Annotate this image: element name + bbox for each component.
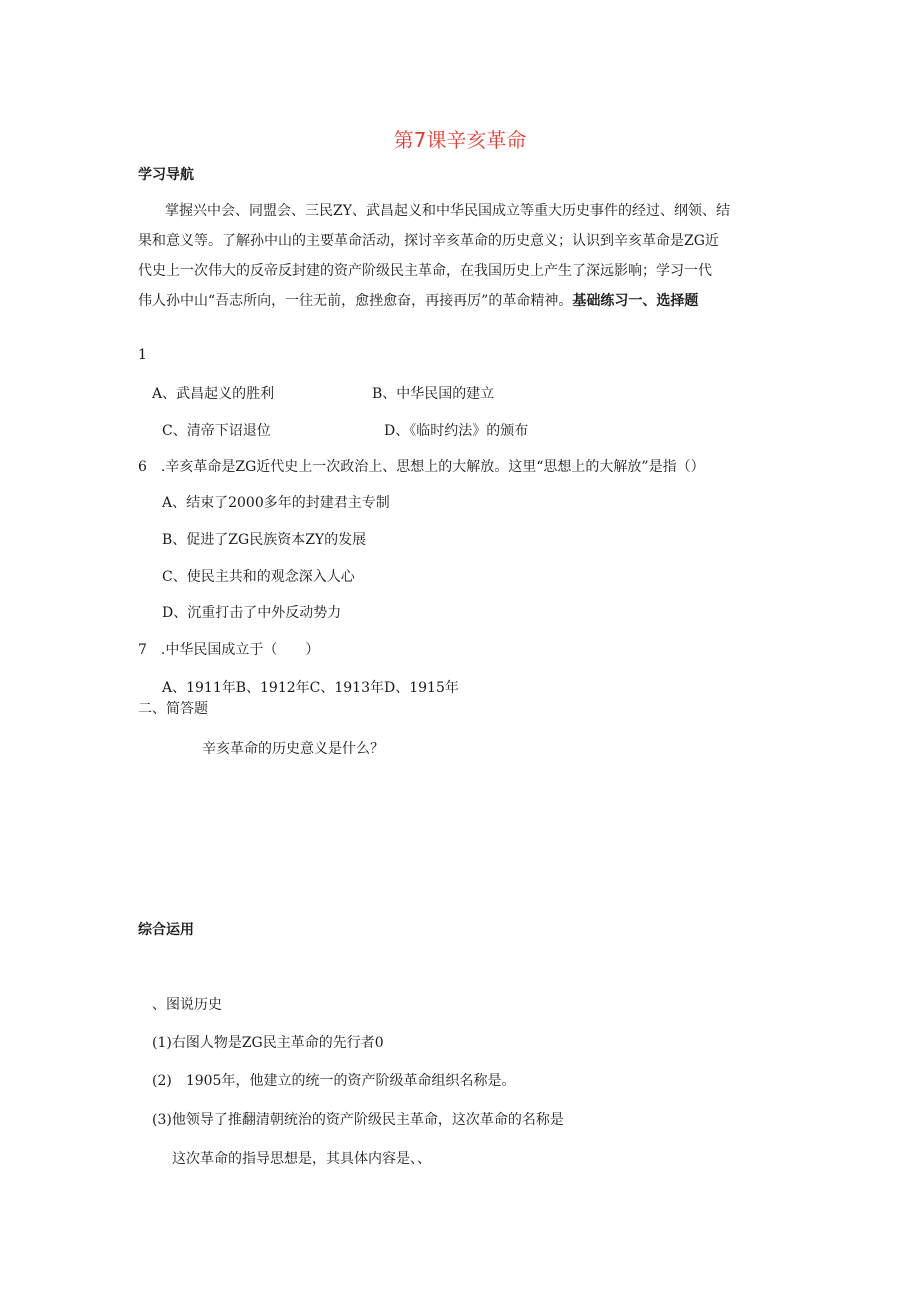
paragraph-line	[138, 196, 793, 226]
question-6-stem: 6 .辛亥革命是ZG近代史上一次政治上、思想上的大解放。这里“思想上的大解放”是指（）	[138, 459, 705, 475]
comprehensive-item-4: 这次革命的指导思想是，其具体内容是、、	[172, 1151, 431, 1167]
section-heading-study-guide: 学习导航	[138, 167, 194, 183]
question-7-stem: 7 .中华民国成立于（ ）	[138, 642, 320, 658]
paragraph-line-text: 代史上一次伟大的反帝反封建的资产阶级民主革命，在我国历史上产生了深远影响；学习一代	[138, 263, 712, 279]
question-1-number: 1	[138, 347, 147, 363]
q6-option-d: D、沉重打击了中外反动势力	[162, 605, 342, 621]
section-heading-basic-practice: 基础练习一、选择题	[572, 293, 699, 309]
study-guide-paragraph	[138, 196, 793, 316]
q6-option-b: B、促进了ZG民族资本ZY的发展	[162, 532, 367, 548]
q6-option-a: A、结束了2000多年的封建君主专制	[162, 495, 390, 511]
sub-heading-picture-history: 、图说历史	[152, 997, 222, 1013]
paragraph-line	[138, 286, 793, 316]
section-heading-comprehensive: 综合运用	[138, 922, 194, 938]
paragraph-line-text: 果和意义等。了解孙中山的主要革命活动，探讨辛亥革命的历史意义；认识到辛亥革命是ZG近	[138, 233, 719, 249]
paragraph-line	[138, 226, 793, 256]
paragraph-line-text: 伟人孙中山“吾志所向，一往无前，愈挫愈奋，再接再厉”的革命精神。	[138, 293, 573, 309]
q7-options: A、1911年B、1912年C、1913年D、1915年	[162, 680, 459, 696]
paragraph-line	[138, 256, 793, 286]
q1-option-c: C、清帝下诏退位	[162, 423, 271, 439]
q1-option-d: D、《临时约法》的颁布	[384, 423, 529, 439]
comprehensive-item-1: (1)右图人物是ZG民主革命的先行者0	[152, 1035, 384, 1051]
short-answer-question: 辛亥革命的历史意义是什么？	[202, 741, 384, 757]
q1-option-b: B、中华民国的建立	[372, 386, 495, 402]
comprehensive-item-2: (2) 1905年，他建立的统一的资产阶级革命组织名称是。	[152, 1073, 516, 1089]
paragraph-line-text: 掌握兴中会、同盟会、三民ZY、武昌起义和中华民国成立等重大历史事件的经过、纲领、结	[165, 203, 730, 219]
section-heading-short-answer: 二、简答题	[138, 701, 208, 717]
q6-option-c: C、使民主共和的观念深入人心	[162, 569, 355, 585]
comprehensive-item-3: (3)他领导了推翻清朝统治的资产阶级民主革命，这次革命的名称是	[152, 1112, 564, 1128]
page-title: 第7课辛亥革命	[393, 128, 527, 152]
q1-option-a: A、武昌起义的胜利	[152, 386, 275, 402]
